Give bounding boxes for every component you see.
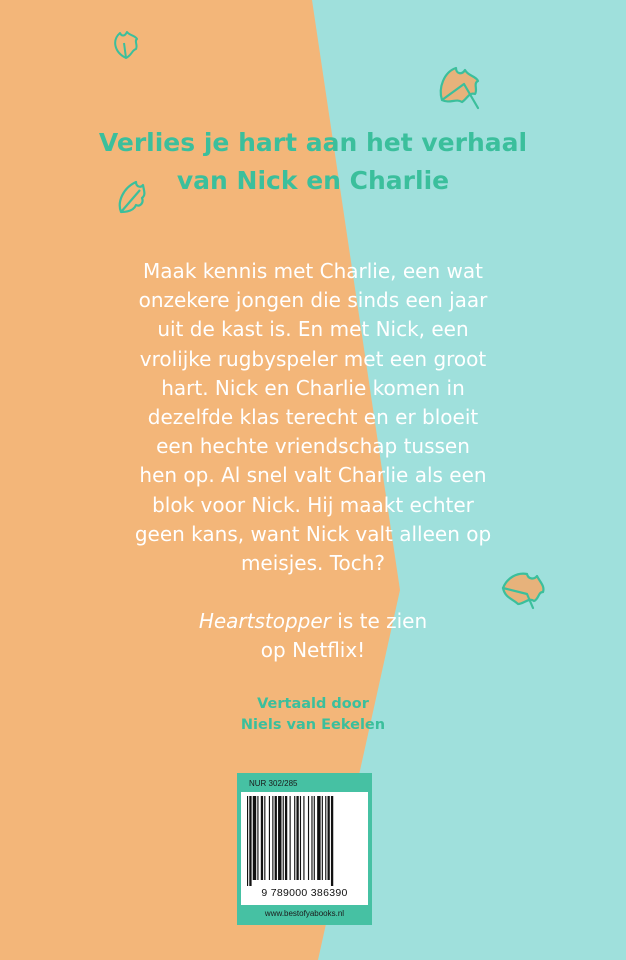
leaf-icon xyxy=(434,62,486,112)
blurb-line: uit de kast is. En met Nick, een xyxy=(157,317,469,342)
book-title: Heartstopper xyxy=(198,609,331,633)
translator-label: Vertaald door xyxy=(257,696,369,712)
nur-code: NUR 302/285 xyxy=(249,779,298,788)
blurb-line: Maak kennis met Charlie, een wat xyxy=(143,259,483,283)
tagline-line: van Nick en Charlie xyxy=(176,166,450,195)
netflix-text: is te zien xyxy=(330,609,428,633)
publisher-url[interactable]: www.bestofyabooks.nl xyxy=(264,909,345,918)
tagline xyxy=(0,124,626,200)
tagline-line: Verlies je hart aan het verhaal xyxy=(98,128,528,157)
leaf-icon xyxy=(110,28,142,62)
blurb-line: onzekere jongen die sinds een jaar xyxy=(138,288,488,313)
blurb-line: blok voor Nick. Hij maakt echter xyxy=(152,492,474,517)
barcode-block xyxy=(237,773,372,925)
isbn-number: 9 789000 386390 xyxy=(261,887,348,899)
netflix-line-2: op Netflix! xyxy=(260,638,366,662)
blurb-line: hen op. Al snel valt Charlie als een xyxy=(139,463,487,488)
barcode-icon xyxy=(247,796,362,886)
translator-credit xyxy=(0,694,626,736)
netflix-line-1 xyxy=(0,607,626,636)
blurb-line: dezelfde klas terecht en er bloeit xyxy=(147,405,479,430)
blurb-line: vrolijke rugbyspeler met een groot xyxy=(139,346,487,371)
translator-name: Niels van Eekelen xyxy=(240,717,386,733)
blurb-line: een hechte vriendschap tussen xyxy=(156,434,470,459)
blurb-line: geen kans, want Nick valt alleen op xyxy=(134,521,492,546)
netflix-note xyxy=(0,607,626,665)
blurb xyxy=(0,257,626,578)
blurb-line: meisjes. Toch? xyxy=(240,551,386,576)
blurb-line: hart. Nick en Charlie komen in xyxy=(161,375,465,400)
